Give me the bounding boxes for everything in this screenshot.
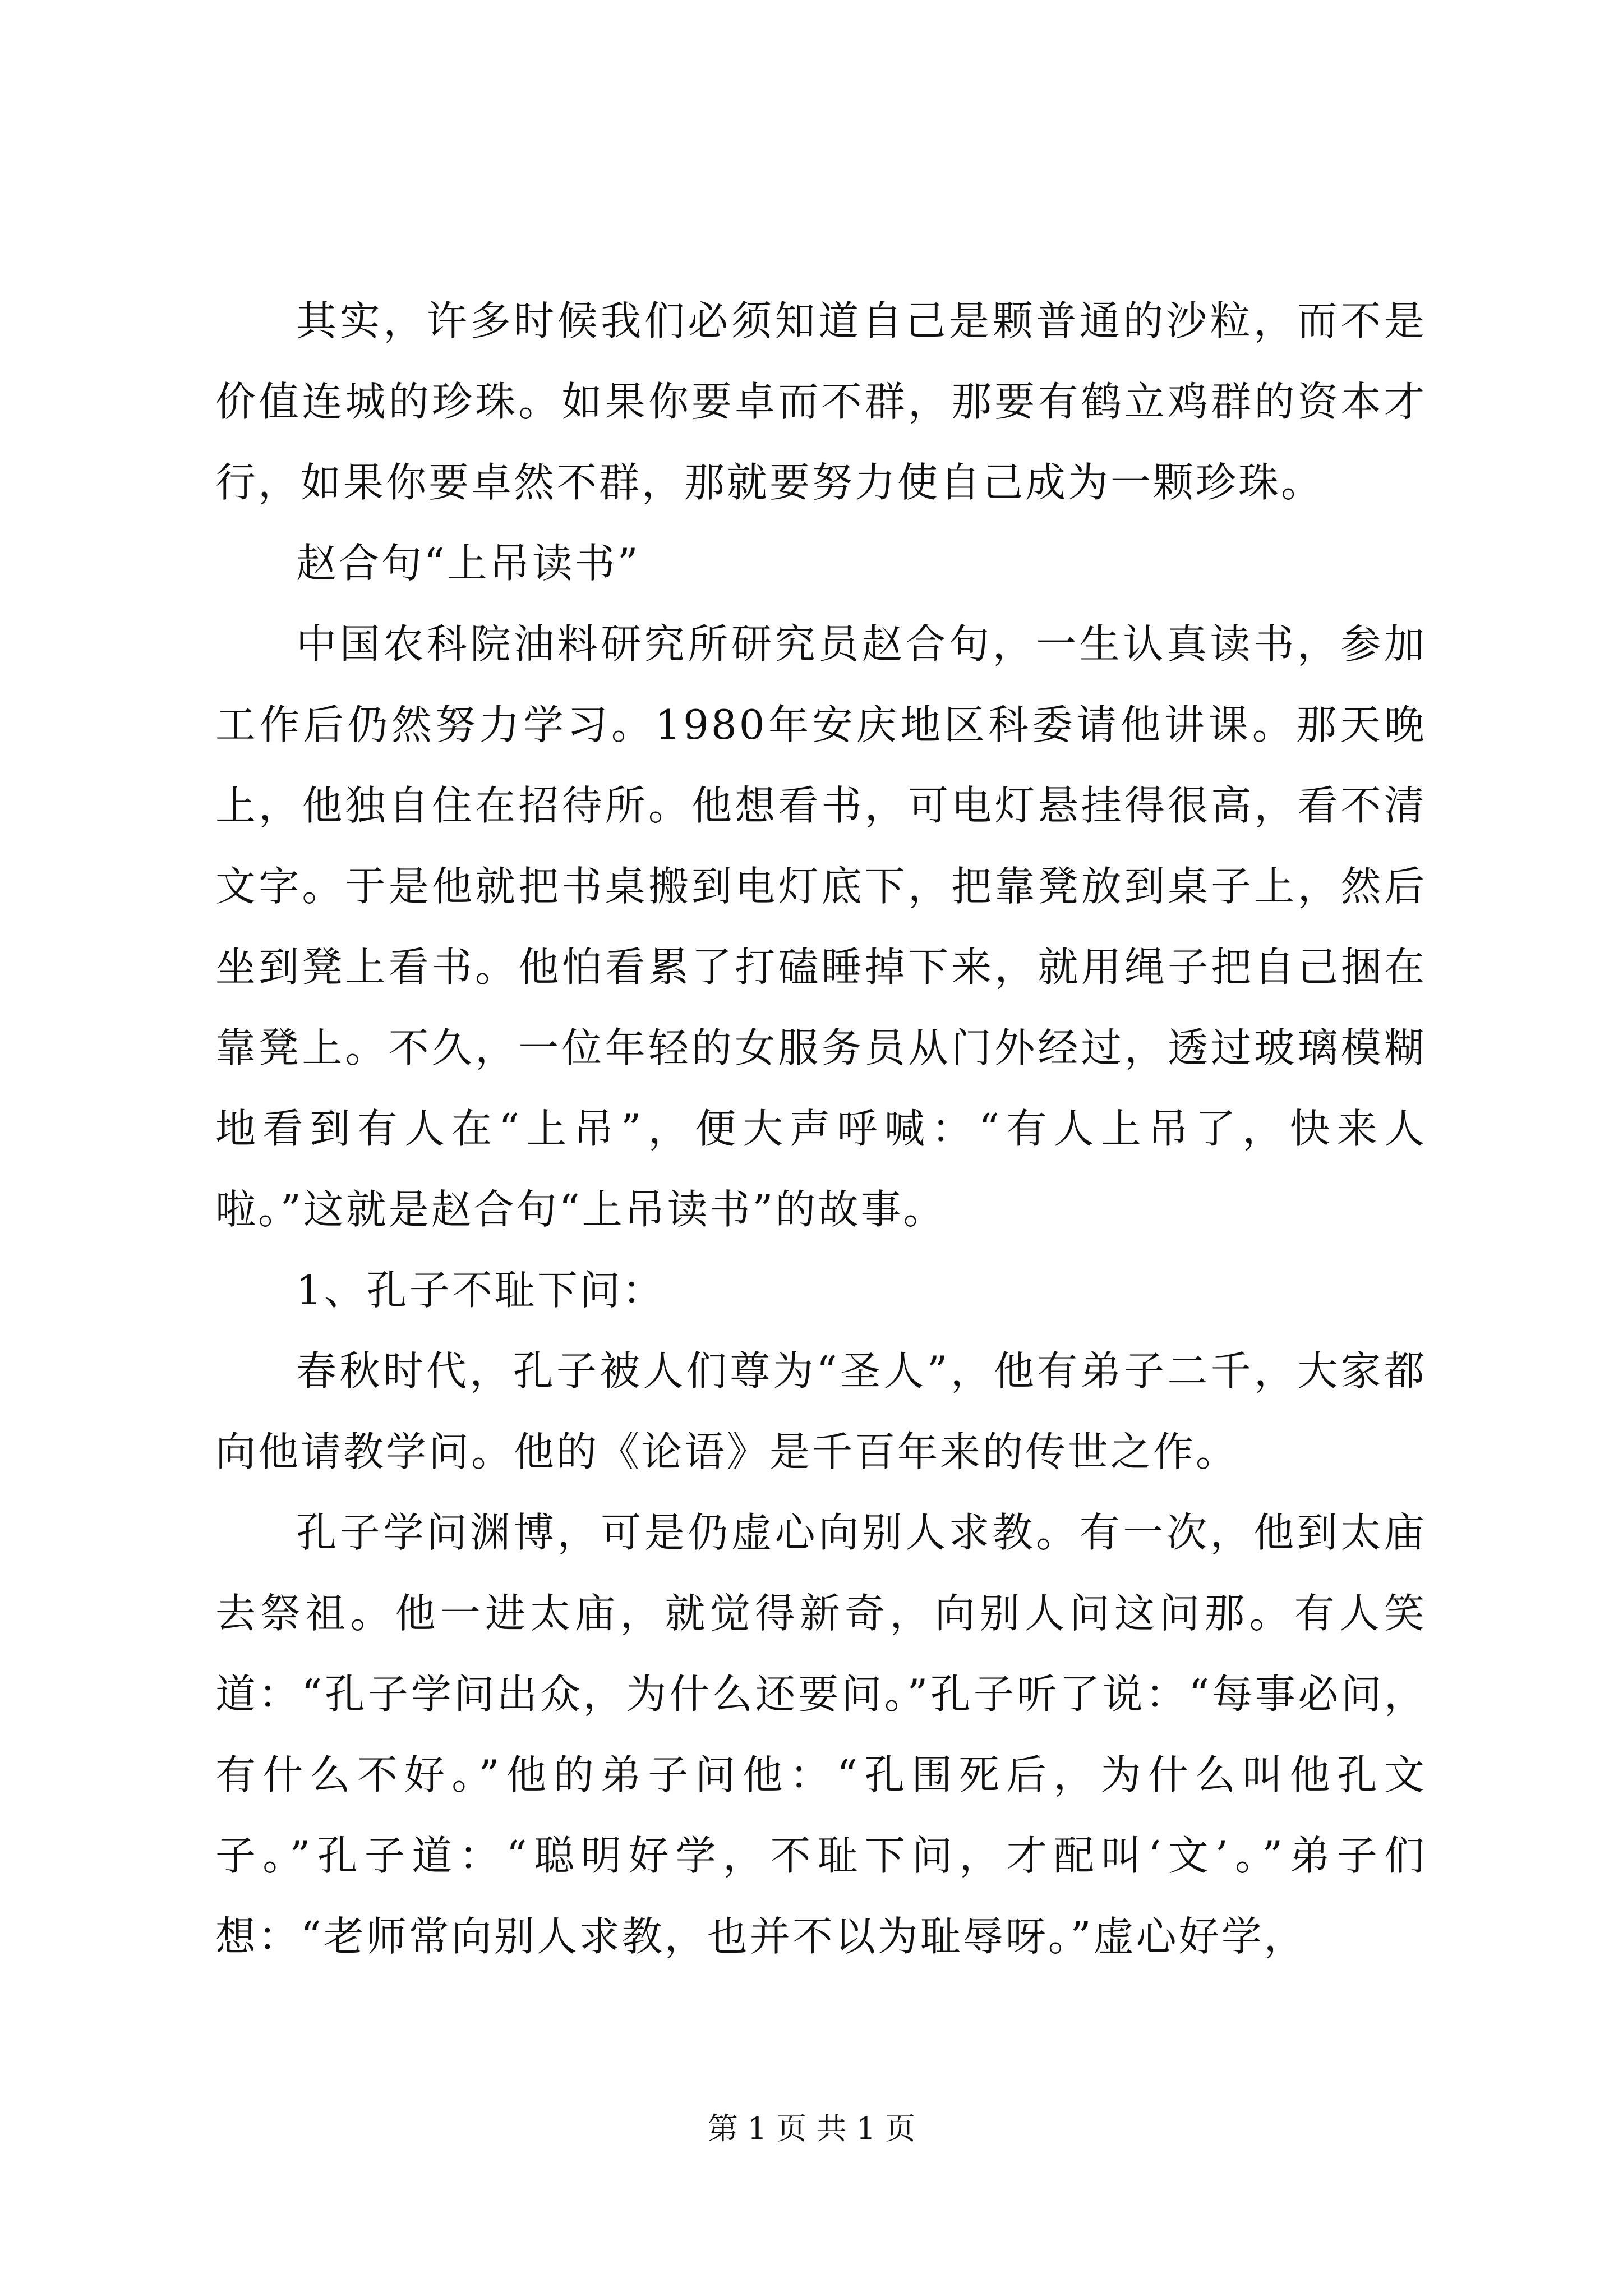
- section-heading: 1、孔子不耻下问：: [296, 1267, 665, 1314]
- paragraph: 孔子学问渊博，可是仍虚心向别人求教。有一次，他到太庙去祭祖。他一进太庙，就觉得新奇，向别人问这问那。有人笑道：“孔子学问出众，为什么还要问。”孔子听了说：“每事必问，有什么不好。”他的弟子问他：“孔围死后，为什么叫他孔文子。”孔子道：“聪明好学，不耻下问，才配叫‘文’。”弟子们想：“老师常向别人求教，也并不以为耻辱呀。”虚心好学，: [215, 1509, 1427, 1960]
- document-body: [215, 280, 1427, 1977]
- paragraph: 中国农科院油料研究所研究员赵合句，一生认真读书，参加工作后仍然努力学习。1980年安庆地区科委请他讲课。那天晚上，他独自住在招待所。他想看书，可电灯悬挂得很高，看不清文字。于是他就把书桌搬到电灯底下，把靠凳放到桌子上，然后坐到凳上看书。他怕看累了打磕睡掉下来，就用绳子把自己捆在靠凳上。不久，一位年轻的女服务员从门外经过，透过玻璃模糊地看到有人在“上吊”，便大声呼喊：“有人上吊了，快来人啦。”这就是赵合句“上吊读书”的故事。: [215, 620, 1427, 1233]
- section-heading: 赵合句“上吊读书”: [296, 540, 640, 587]
- paragraph: 其实，许多时候我们必须知道自己是颗普通的沙粒，而不是价值连城的珍珠。如果你要卓而不群，那要有鹤立鸡群的资本才行，如果你要卓然不群，那就要努力使自己成为一颗珍珠。: [215, 297, 1427, 506]
- paragraph: 春秋时代，孔子被人们尊为“圣人”，他有弟子二千，大家都向他请教学问。他的《论语》是千百年来的传世之作。: [215, 1347, 1427, 1475]
- page-footer: 第 1 页 共 1 页: [707, 2111, 916, 2146]
